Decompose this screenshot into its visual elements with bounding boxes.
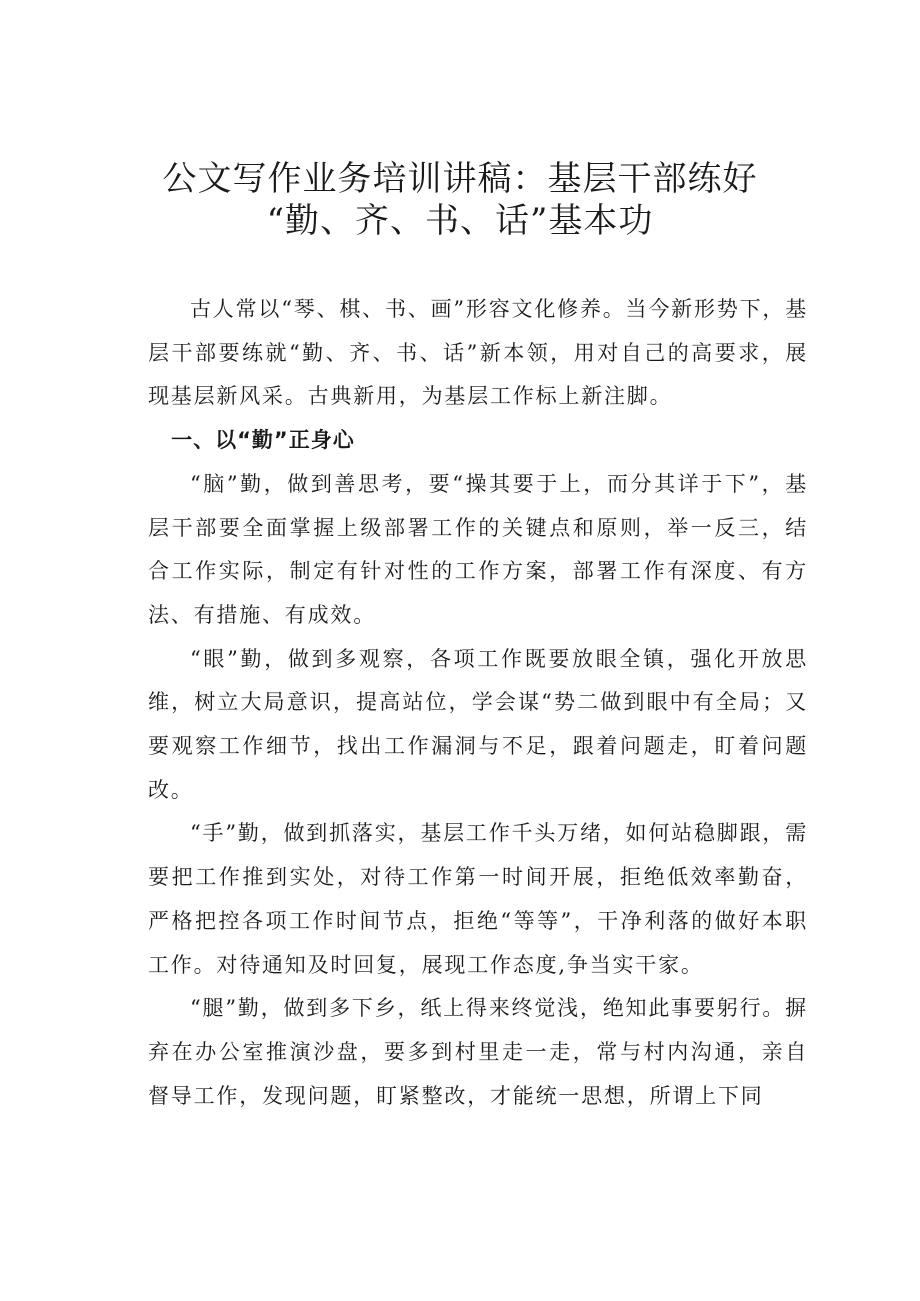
- intro-paragraph: 古人常以“琴、棋、书、画”形容文化修养。当今新形势下，基层干部要练就“勤、齐、书、话”新本领，用对自己的高要求，展现基层新风采。古典新用，为基层工作标上新注脚。: [148, 297, 808, 409]
- body-paragraph: “眼”勤，做到多观察，各项工作既要放眼全镇，强化开放思维，树立大局意识，提高站位，学会谋“势二做到眼中有全局；又要观察工作细节，找出工作漏洞与不足，跟着问题走，盯着问题改。: [148, 646, 808, 802]
- document-body: [148, 288, 808, 1118]
- body-paragraph: “脑”勤，做到善思考，要“操其要于上，而分其详于下”，基层干部要全面掌握上级部署工作的关键点和原则，举一反三，结合工作实际，制定有针对性的工作方案，部署工作有深度、有方法、有措施、有成效。: [148, 471, 808, 627]
- body-paragraph: “手”勤，做到抓落实，基层工作千头万绪，如何站稳脚跟，需要把工作推到实处，对待工作第一时间开展，拒绝低效率勤奋，严格把控各项工作时间节点，拒绝“等等”，干净利落的做好本职工作。对待通知及时回复，展现工作态度,争当实干家。: [148, 821, 808, 977]
- section-heading: 一、以“勤”正身心: [171, 428, 355, 453]
- document-title-line-2: “勤、齐、书、话”基本功: [266, 201, 654, 241]
- document-title-line-1: 公文写作业务培训讲稿：基层干部练好: [162, 159, 758, 199]
- body-paragraph: “腿”勤，做到多下乡，纸上得来终觉浅，绝知此事要躬行。摒弃在办公室推演沙盘，要多到村里走一走，常与村内沟通，亲自督导工作，发现问题，盯紧整改，才能统一思想，所谓上下同: [148, 996, 808, 1108]
